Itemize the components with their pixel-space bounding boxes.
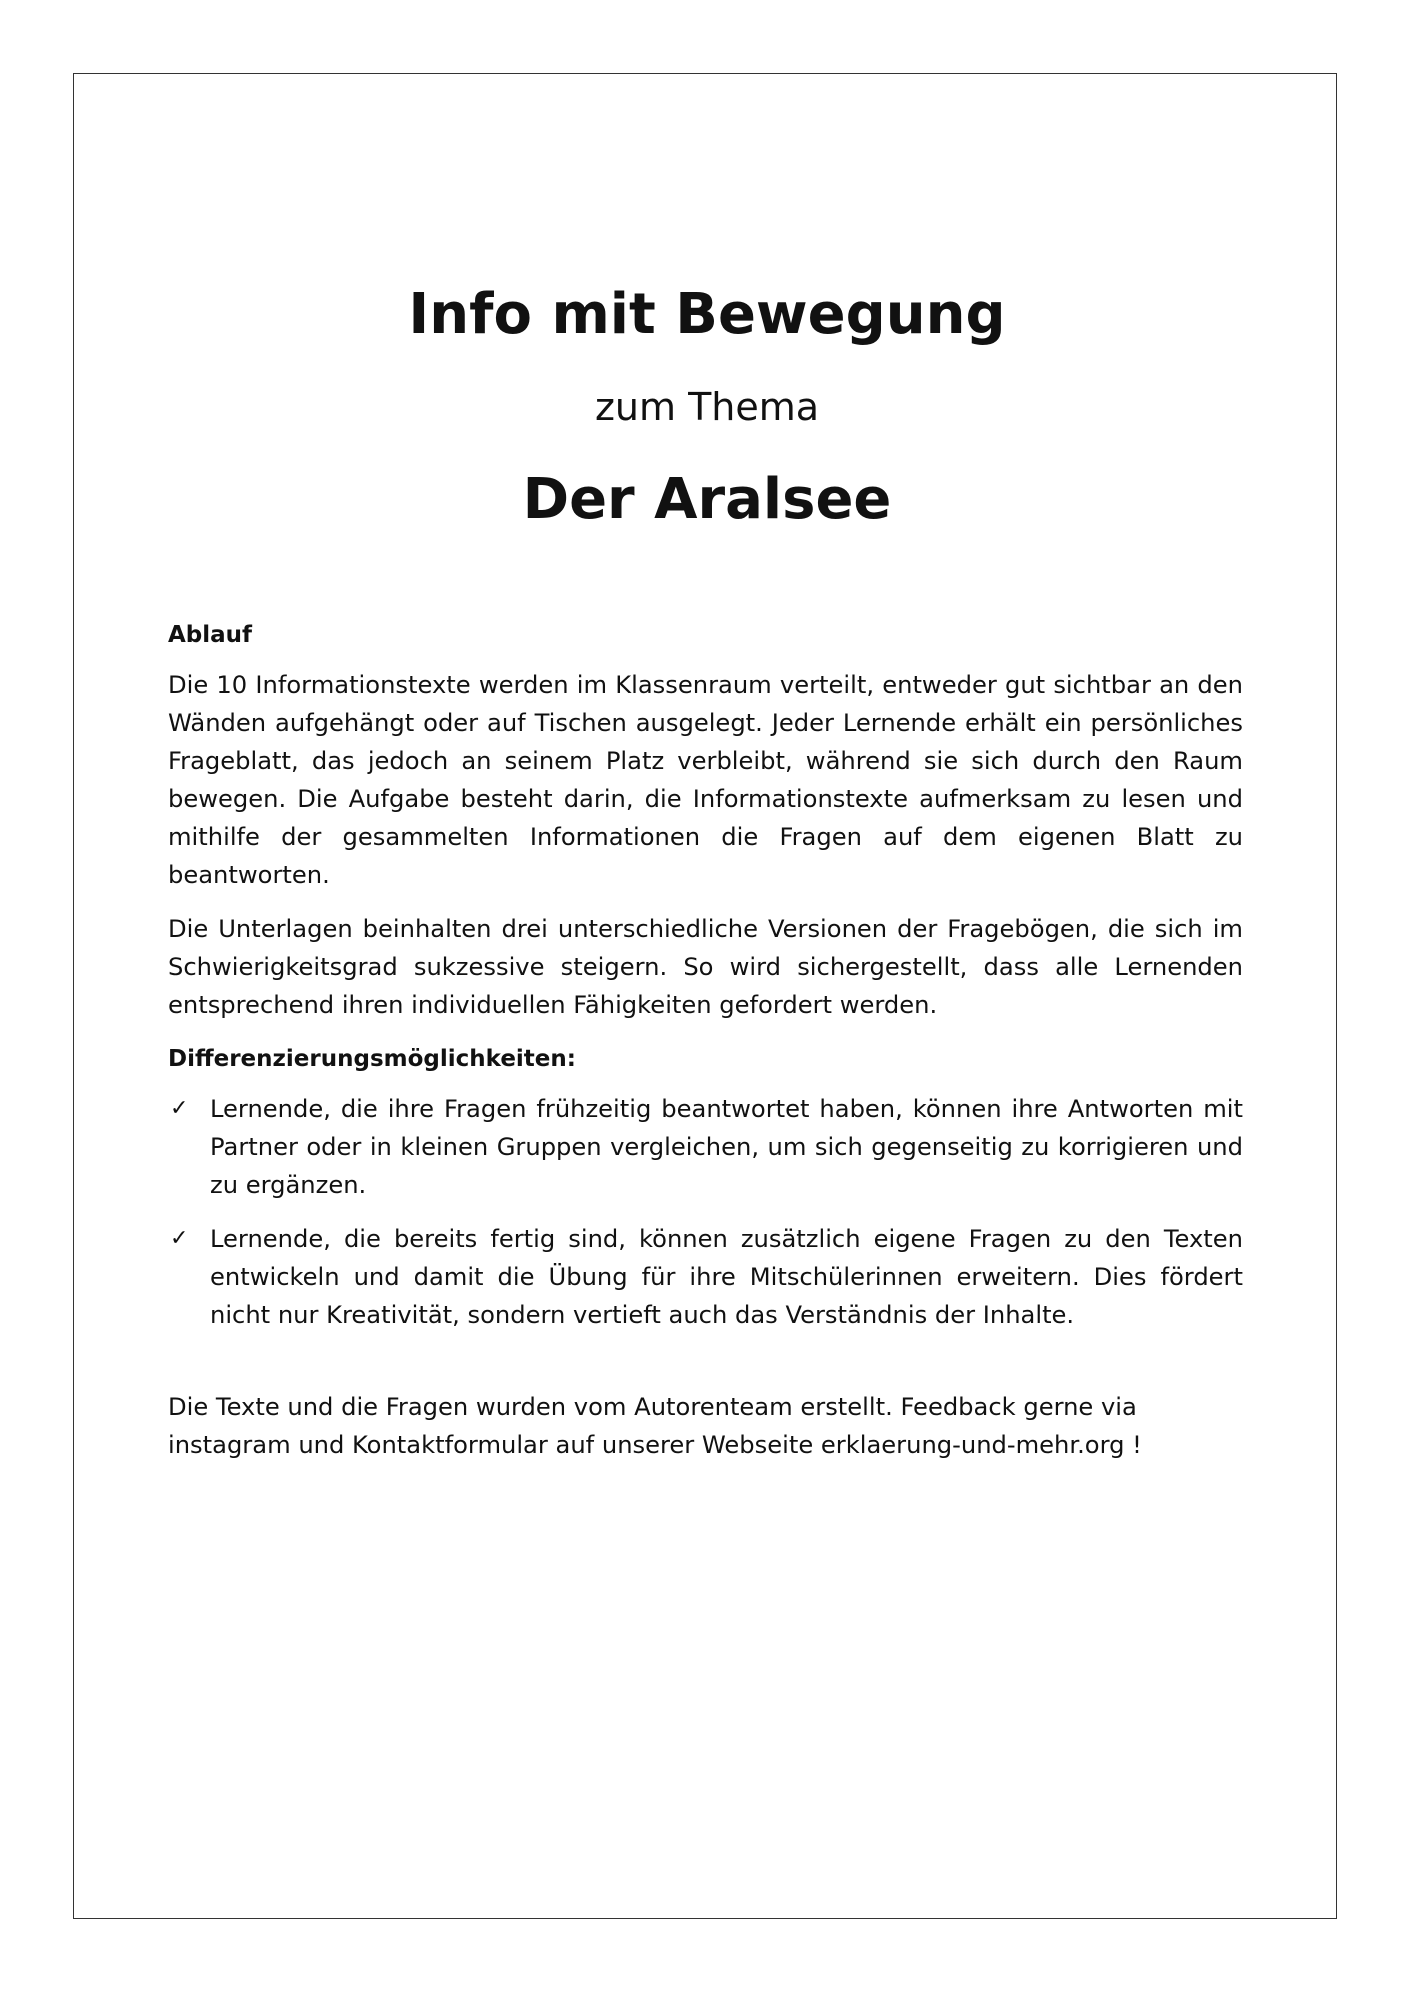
differenzierung-heading: Differenzierungsmöglichkeiten:	[168, 1046, 576, 1072]
checkmark-icon: ✓	[170, 1096, 189, 1121]
checkmark-icon: ✓	[170, 1226, 189, 1251]
ablauf-heading: Ablauf	[168, 622, 253, 648]
document-body	[168, 616, 1243, 1488]
ablauf-paragraph: Die 10 Informationstexte werden im Klassenraum verteilt, entweder gut sichtbar an den Wänden aufgehängt oder auf Tischen ausgelegt. Jeder Lernende erhält ein persönliches Frageblatt, das jedoch an seinem Platz verbleibt, während sie sich durch den Raum bewegen. Die Aufgabe besteht darin, die Informationstexte aufmerksam zu lesen und mithilfe der gesammelten Informationen die Fragen auf dem eigenen Blatt zu beantworten.	[168, 671, 1243, 889]
list-item-text: Lernende, die bereits fertig sind, können zusätzlich eigene Fragen zu den Texten entwickeln und damit die Übung für ihre Mitschülerinnen erweitern. Dies fördert nicht nur Kreativität, sondern vertieft auch das Verständnis der Inhalte.	[210, 1225, 1243, 1329]
page-subtitle: zum Thema	[594, 385, 820, 429]
ablauf-paragraph: Die Unterlagen beinhalten drei unterschiedliche Versionen der Fragebögen, die sich im Schwierigkeitsgrad sukzessive steigern. So wird sichergestellt, dass alle Lernenden entsprechend ihren individuellen Fähigkeiten gefordert werden.	[168, 915, 1243, 1019]
list-item-text: Lernende, die ihre Fragen frühzeitig beantwortet haben, können ihre Antworten mit Partner oder in kleinen Gruppen vergleichen, um sich gegenseitig zu korrigieren und zu ergänzen.	[210, 1095, 1243, 1199]
list-item	[168, 1090, 1243, 1204]
list-item	[168, 1220, 1243, 1334]
page-title: Info mit Bewegung	[408, 282, 1006, 347]
topic-title: Der Aralsee	[522, 467, 892, 532]
differenzierung-list	[168, 1090, 1243, 1334]
footer-note: Die Texte und die Fragen wurden vom Autorenteam erstellt. Feedback gerne via instagram und Kontaktformular auf unserer Webseite erklaerung-und-mehr.org !	[168, 1393, 1142, 1459]
